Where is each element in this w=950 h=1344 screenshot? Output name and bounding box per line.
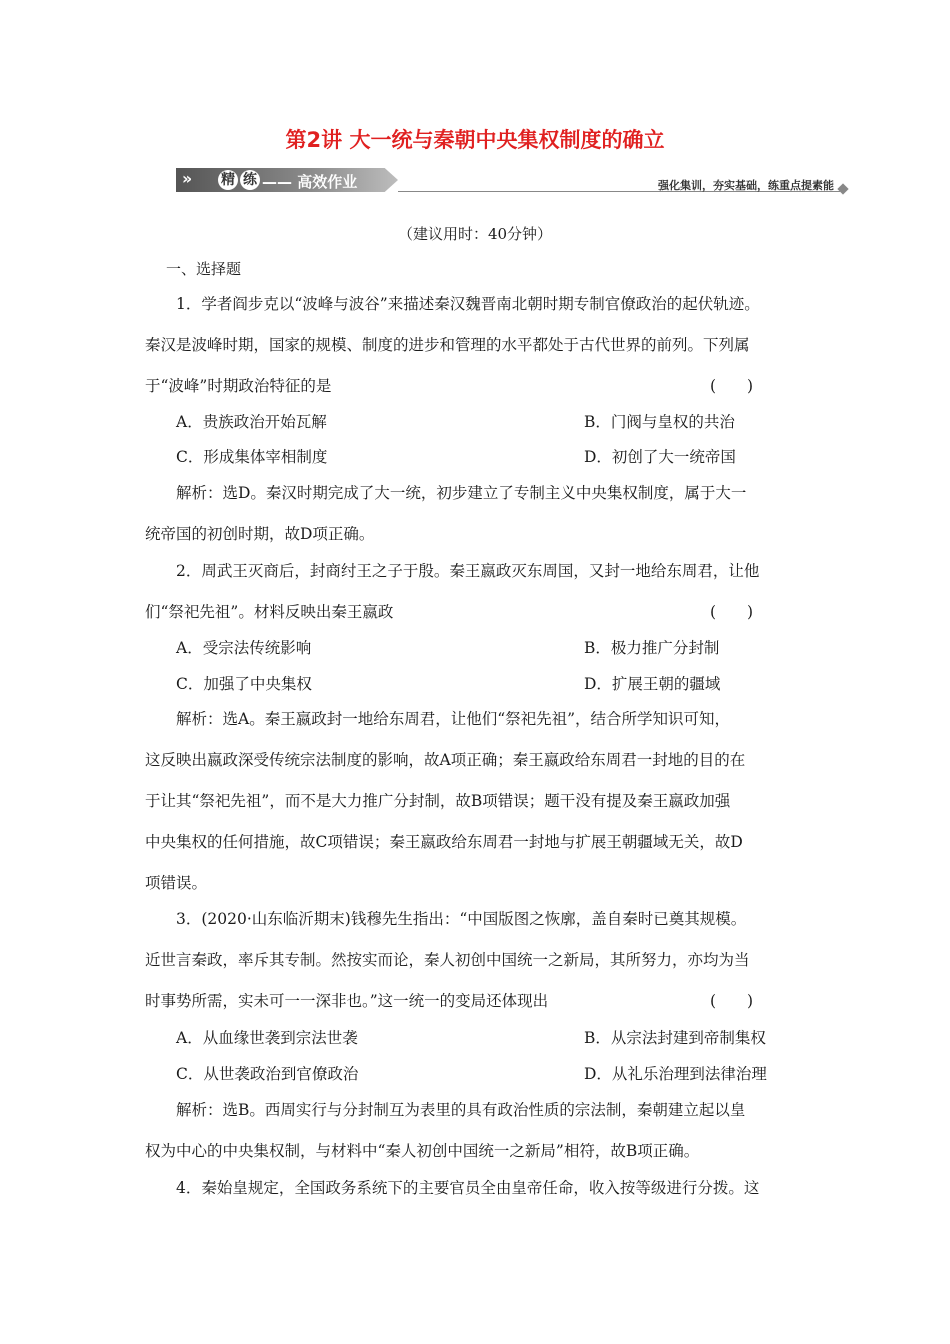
question-2-line-1: 2．周武王灭商后，封商纣王之子于殷。秦王嬴政灭东周国，又封一地给东周君，让他 [176,562,760,580]
question-2-analysis-4: 中央集权的任何措施，故C项错误；秦王嬴政给东周君一封地与扩展王朝疆域无关，故D [145,833,743,851]
answer-blank: ( ) [710,992,754,1010]
banner-char-jing: 精 [218,170,238,190]
question-1-line-1: 1．学者阎步克以“波峰与波谷”来描述秦汉魏晋南北朝时期专制官僚政治的起伏轨迹。 [176,295,760,313]
question-2-option-a: A．受宗法传统影响 [176,639,312,657]
question-1-option-c: C．形成集体宰相制度 [176,448,328,466]
question-3-analysis-1: 解析：选B。西周实行与分封制互为表里的具有政治性质的宗法制，秦朝建立起以皇 [176,1101,746,1119]
question-2-analysis-5: 项错误。 [145,874,208,892]
banner-text: —— 高效作业 [262,173,358,191]
question-1-option-a: A．贵族政治开始瓦解 [176,413,327,431]
diamond-icon [837,183,848,194]
question-3-option-c: C．从世袭政治到官僚政治 [176,1065,359,1083]
question-2-line-2: 们“祭祀先祖”。材料反映出秦王嬴政 [145,603,394,621]
question-1-analysis-2: 统帝国的初创时期，故D项正确。 [145,525,375,543]
question-1-line-3: 于“波峰”时期政治特征的是 [145,377,332,395]
question-1-option-d: D．初创了大一统帝国 [584,448,736,466]
question-2-analysis-1: 解析：选A。秦王嬴政封一地给东周君，让他们“祭祀先祖”，结合所学知识可知， [176,710,731,728]
time-note: （建议用时：40分钟） [397,225,553,243]
question-4-line-1: 4．秦始皇规定，全国政务系统下的主要官员全由皇帝任命，收入按等级进行分拨。这 [176,1179,760,1197]
question-3-analysis-2: 权为中心的中央集权制，与材料中“秦人初创中国统一之新局”相符，故B项正确。 [145,1142,700,1160]
question-2-analysis-2: 这反映出嬴政深受传统宗法制度的影响，故A项正确；秦王嬴政给东周君一封地的目的在 [145,751,746,769]
banner-char-lian: 练 [240,170,260,190]
question-3-option-a: A．从血缘世袭到宗法世袭 [176,1029,358,1047]
question-3-line-1: 3．(2020·山东临沂期末)钱穆先生指出：“中国版图之恢廓，盖自秦时已奠其规模。 [176,910,747,928]
question-1-analysis-1: 解析：选D。秦汉时期完成了大一统，初步建立了专制主义中央集权制度，属于大一 [176,484,747,502]
question-3-line-2: 近世言秦政，率斥其专制。然按实而论，秦人初创中国统一之新局，其所努力，亦均为当 [145,951,750,969]
question-3-option-d: D．从礼乐治理到法律治理 [584,1065,767,1083]
question-2-option-d: D．扩展王朝的疆域 [584,675,721,693]
answer-blank: ( ) [710,603,754,621]
question-2-option-c: C．加强了中央集权 [176,675,312,693]
section-heading: 一、选择题 [166,260,242,278]
section-banner [176,165,848,193]
answer-blank: ( ) [710,377,754,395]
question-2-analysis-3: 于让其“祭祀先祖”，而不是大力推广分封制，故B项错误；题干没有提及秦王嬴政加强 [145,792,731,810]
question-3-line-3: 时事势所需，实未可一一深非也。”这一统一的变局还体现出 [145,992,549,1010]
question-1-line-2: 秦汉是波峰时期，国家的规模、制度的进步和管理的水平都处于古代世界的前列。下列属 [145,336,750,354]
question-2-option-b: B．极力推广分封制 [584,639,720,657]
page-title: 第2讲 大一统与秦朝中央集权制度的确立 [285,128,665,152]
question-3-option-b: B．从宗法封建到帝制集权 [584,1029,766,1047]
chevron-right-icon: ›› [182,169,190,188]
question-1-option-b: B．门阀与皇权的共治 [584,413,735,431]
banner-slogan: 强化集训，夯实基础，练重点提素能 [658,179,834,192]
